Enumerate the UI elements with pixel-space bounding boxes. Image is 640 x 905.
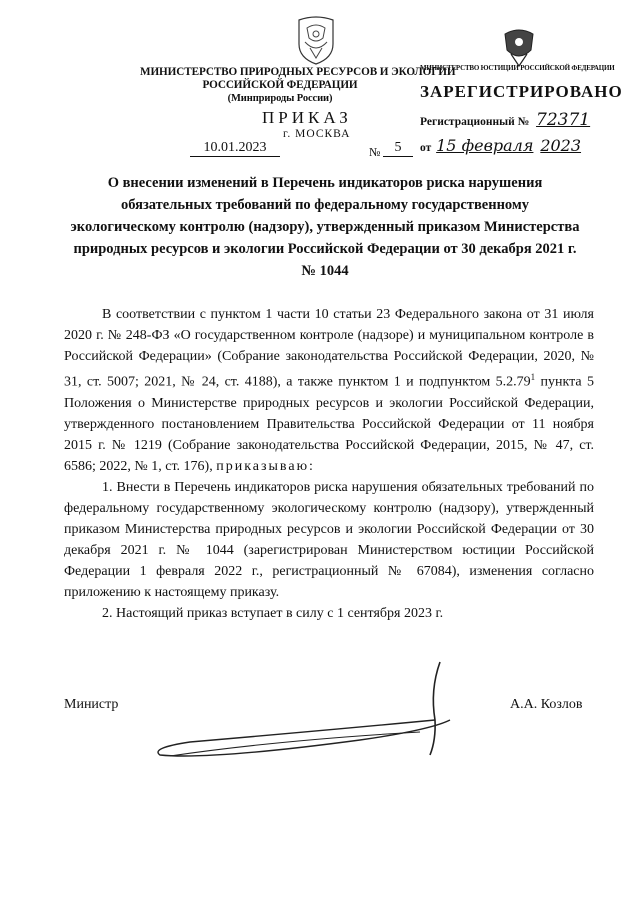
stamp-date-prefix: от bbox=[420, 142, 432, 154]
ministry-name-line2: РОССИЙСКОЙ ФЕДЕРАЦИИ bbox=[202, 79, 358, 91]
order-word: приказываю: bbox=[216, 458, 315, 474]
preamble-superscript: 1 bbox=[530, 372, 536, 382]
document-city: г. МОСКВА bbox=[283, 128, 351, 140]
stamp-emblem-icon bbox=[497, 24, 541, 68]
coat-of-arms-icon bbox=[293, 14, 339, 66]
ministry-name-line1: МИНИСТЕРСТВО ПРИРОДНЫХ РЕСУРСОВ И ЭКОЛОГИИ bbox=[140, 66, 456, 78]
handwritten-signature bbox=[130, 660, 460, 770]
paragraph-item-1: 1. Внести в Перечень индикаторов риска нарушения обязательных требований по федеральному государственному экологическому контролю (надзору), утвержденный приказом Министерства природных ресурсов и экологии Российской Федерации от 30 декабря 2021 г. № 1044 (зарегистрирован Министерством юстиции Российской Федерации 1 февраля 2022 г., регистрационный № 67084), изменения согласно приложению к настоящему приказу. bbox=[64, 479, 594, 600]
signatory-name: А.А. Козлов bbox=[510, 697, 583, 712]
document-date: 10.01.2023 bbox=[190, 140, 280, 157]
stamp-registration-row bbox=[420, 110, 615, 130]
document-type: ПРИКАЗ bbox=[262, 108, 352, 127]
stamp-year: 2023 bbox=[540, 136, 582, 155]
stamp-status: ЗАРЕГИСТРИРОВАНО bbox=[420, 82, 623, 101]
stamp-date-handwritten: 15 февраля bbox=[436, 136, 534, 155]
paragraph-preamble bbox=[64, 304, 594, 477]
preamble-text-a: В соответствии с пунктом 1 части 10 статьи 23 Федерального закона от 31 июля 2020 г. № 248-ФЗ «О государственном контроле (надзоре) и муниципальном контроле в Российской Федерации» (Собрание законодательства Российской Федерации, 2020, № 31, ст. 5007; 2021, № 24, ст. 4188), а также пунктом 1 и подпунктом 5.2.79 bbox=[64, 307, 594, 390]
stamp-date-row bbox=[420, 136, 615, 155]
registration-stamp bbox=[420, 64, 623, 155]
ministry-short-name: (Минприроды России) bbox=[227, 93, 333, 104]
document-title: О внесении изменений в Перечень индикаторов риска нарушения обязательных требований по федеральному государственному экологическому контролю (надзору), утвержденный приказом Министерства природных ресурсов и экологии Российской Федерации от 30 декабря 2021 г. № 1044 bbox=[70, 175, 580, 279]
ministry-header bbox=[140, 66, 456, 105]
preamble-text-b: пункта 5 Положения о Министерстве природных ресурсов и экологии Российской Федерации, утвержденного постановлением Правительства Российской Федерации от 11 ноября 2015 г. № 1219 (Собрание законодательства Российской Федерации, 2015, № 47, ст. 6586; 2022, № 1, ст. 176), bbox=[64, 374, 594, 474]
stamp-reg-number: 72371 bbox=[536, 110, 591, 130]
signatory-position: Министр bbox=[64, 697, 119, 712]
document-number-label: № bbox=[369, 145, 381, 159]
stamp-reg-label: Регистрационный № bbox=[420, 116, 530, 128]
document-body bbox=[64, 304, 594, 624]
paragraph-item-2: 2. Настоящий приказ вступает в силу с 1 сентября 2023 г. bbox=[102, 605, 444, 621]
document-number: 5 bbox=[383, 140, 413, 157]
stamp-ministry: МИНИСТЕРСТВО ЮСТИЦИИ РОССИЙСКОЙ ФЕДЕРАЦИИ bbox=[420, 64, 615, 72]
